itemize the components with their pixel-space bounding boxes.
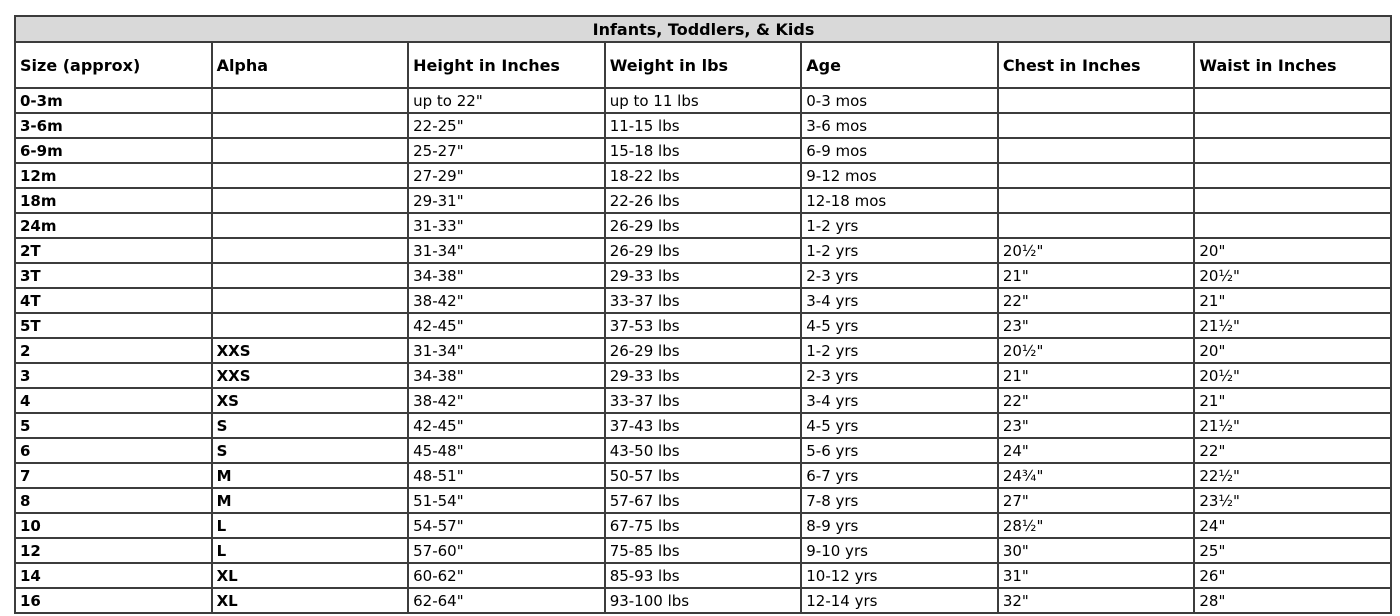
table-cell [212, 263, 409, 288]
table-row [15, 463, 1391, 488]
table-cell [998, 163, 1195, 188]
table-cell: 24¾" [998, 463, 1195, 488]
table-cell: 4-5 yrs [801, 413, 998, 438]
table-cell: XXS [212, 363, 409, 388]
column-header: Size (approx) [15, 42, 212, 88]
table-row [15, 113, 1391, 138]
table-cell: 23½" [1194, 488, 1391, 513]
table-cell: XL [212, 563, 409, 588]
table-cell: 16 [15, 588, 212, 613]
table-cell: 21" [1194, 388, 1391, 413]
table-cell: 12 [15, 538, 212, 563]
table-cell [212, 288, 409, 313]
table-cell: 9-10 yrs [801, 538, 998, 563]
table-cell: S [212, 438, 409, 463]
table-row [15, 288, 1391, 313]
column-header: Chest in Inches [998, 42, 1195, 88]
table-row [15, 263, 1391, 288]
table-cell: 29-33 lbs [605, 363, 802, 388]
table-cell: 28" [1194, 588, 1391, 613]
table-cell: 20½" [998, 238, 1195, 263]
table-cell: 21½" [1194, 413, 1391, 438]
table-cell: 2 [15, 338, 212, 363]
table-cell: 28½" [998, 513, 1195, 538]
table-row [15, 363, 1391, 388]
table-cell: 7 [15, 463, 212, 488]
table-cell: 7-8 yrs [801, 488, 998, 513]
column-header: Waist in Inches [1194, 42, 1391, 88]
table-row [15, 138, 1391, 163]
table-cell [212, 238, 409, 263]
table-cell: 22" [998, 288, 1195, 313]
table-cell: 75-85 lbs [605, 538, 802, 563]
table-cell [212, 163, 409, 188]
table-cell: 4-5 yrs [801, 313, 998, 338]
table-cell [1194, 138, 1391, 163]
table-cell: 21" [998, 263, 1195, 288]
table-cell: 50-57 lbs [605, 463, 802, 488]
table-cell: L [212, 513, 409, 538]
table-cell: 30" [998, 538, 1195, 563]
table-cell: 3-6m [15, 113, 212, 138]
table-cell: 51-54" [408, 488, 605, 513]
table-cell [212, 88, 409, 113]
table-cell: 1-2 yrs [801, 213, 998, 238]
title-row [15, 16, 1391, 42]
table-cell: 10 [15, 513, 212, 538]
table-cell: 10-12 yrs [801, 563, 998, 588]
table-cell: 27" [998, 488, 1195, 513]
table-cell: 6-9m [15, 138, 212, 163]
table-cell: 27-29" [408, 163, 605, 188]
table-cell: XS [212, 388, 409, 413]
table-cell: 26" [1194, 563, 1391, 588]
table-cell: 38-42" [408, 288, 605, 313]
table-cell: 8 [15, 488, 212, 513]
table-row [15, 488, 1391, 513]
table-body [15, 88, 1391, 613]
table-cell: up to 22" [408, 88, 605, 113]
header-row [15, 42, 1391, 88]
table-cell: 26-29 lbs [605, 238, 802, 263]
table-cell [212, 188, 409, 213]
table-cell: 12-18 mos [801, 188, 998, 213]
table-cell: 29-31" [408, 188, 605, 213]
table-cell: 20½" [1194, 263, 1391, 288]
table-cell: 85-93 lbs [605, 563, 802, 588]
table-cell: 60-62" [408, 563, 605, 588]
table-cell: 38-42" [408, 388, 605, 413]
table-cell: 42-45" [408, 313, 605, 338]
column-header: Alpha [212, 42, 409, 88]
table-cell [998, 138, 1195, 163]
table-cell: 5-6 yrs [801, 438, 998, 463]
table-cell: M [212, 463, 409, 488]
table-cell: 21" [1194, 288, 1391, 313]
table-cell: 0-3 mos [801, 88, 998, 113]
table-cell [1194, 88, 1391, 113]
table-cell: 18m [15, 188, 212, 213]
table-cell [212, 113, 409, 138]
table-cell: 1-2 yrs [801, 238, 998, 263]
table-cell: 6-9 mos [801, 138, 998, 163]
table-cell [212, 213, 409, 238]
table-row [15, 413, 1391, 438]
table-cell: 20½" [1194, 363, 1391, 388]
table-cell: up to 11 lbs [605, 88, 802, 113]
table-cell [212, 138, 409, 163]
table-row [15, 563, 1391, 588]
table-cell: 6-7 yrs [801, 463, 998, 488]
table-cell: 25" [1194, 538, 1391, 563]
table-cell [998, 188, 1195, 213]
table-cell: 22-26 lbs [605, 188, 802, 213]
table-cell: 4 [15, 388, 212, 413]
table-cell: 25-27" [408, 138, 605, 163]
table-row [15, 513, 1391, 538]
table-cell: 43-50 lbs [605, 438, 802, 463]
table-cell: 24" [998, 438, 1195, 463]
table-row [15, 538, 1391, 563]
table-cell: 3T [15, 263, 212, 288]
table-cell: 57-67 lbs [605, 488, 802, 513]
table-cell: 3-4 yrs [801, 288, 998, 313]
table-cell: 22½" [1194, 463, 1391, 488]
table-cell: 22-25" [408, 113, 605, 138]
table-cell [212, 313, 409, 338]
table-cell: 67-75 lbs [605, 513, 802, 538]
table-row [15, 438, 1391, 463]
table-cell: 24" [1194, 513, 1391, 538]
table-cell: 8-9 yrs [801, 513, 998, 538]
table-cell: 14 [15, 563, 212, 588]
table-row [15, 163, 1391, 188]
table-cell [1194, 213, 1391, 238]
table-cell: 54-57" [408, 513, 605, 538]
table-cell: 31" [998, 563, 1195, 588]
table-cell: S [212, 413, 409, 438]
table-cell: 23" [998, 413, 1195, 438]
table-cell: 57-60" [408, 538, 605, 563]
table-cell: 62-64" [408, 588, 605, 613]
table-cell: 21" [998, 363, 1195, 388]
table-cell: 4T [15, 288, 212, 313]
table-cell: 12m [15, 163, 212, 188]
table-cell: 3 [15, 363, 212, 388]
table-row [15, 313, 1391, 338]
table-row [15, 88, 1391, 113]
table-cell: 2-3 yrs [801, 263, 998, 288]
table-cell: 24m [15, 213, 212, 238]
table-cell [998, 113, 1195, 138]
table-cell [1194, 113, 1391, 138]
column-header: Height in Inches [408, 42, 605, 88]
table-cell: 15-18 lbs [605, 138, 802, 163]
table-cell: 12-14 yrs [801, 588, 998, 613]
table-cell: 33-37 lbs [605, 288, 802, 313]
table-cell: 9-12 mos [801, 163, 998, 188]
table-cell: 6 [15, 438, 212, 463]
table-cell: 37-43 lbs [605, 413, 802, 438]
column-header: Age [801, 42, 998, 88]
table-row [15, 388, 1391, 413]
table-cell: L [212, 538, 409, 563]
table-cell: 5 [15, 413, 212, 438]
column-header: Weight in lbs [605, 42, 802, 88]
table-title: Infants, Toddlers, & Kids [15, 16, 1391, 42]
table-cell: XXS [212, 338, 409, 363]
table-cell: 21½" [1194, 313, 1391, 338]
table-cell: 5T [15, 313, 212, 338]
table-cell: 37-53 lbs [605, 313, 802, 338]
table-cell: 22" [998, 388, 1195, 413]
table-cell [998, 88, 1195, 113]
table-cell [1194, 188, 1391, 213]
table-cell: 93-100 lbs [605, 588, 802, 613]
table-cell: 45-48" [408, 438, 605, 463]
table-cell: 11-15 lbs [605, 113, 802, 138]
size-chart-table [14, 15, 1392, 614]
table-cell: 34-38" [408, 263, 605, 288]
table-cell: 33-37 lbs [605, 388, 802, 413]
table-cell: 3-4 yrs [801, 388, 998, 413]
table-cell: 32" [998, 588, 1195, 613]
table-cell: 31-34" [408, 338, 605, 363]
table-cell: 2T [15, 238, 212, 263]
table-cell [1194, 163, 1391, 188]
table-cell: 26-29 lbs [605, 338, 802, 363]
table-cell: 0-3m [15, 88, 212, 113]
table-row [15, 188, 1391, 213]
table-row [15, 213, 1391, 238]
table-row [15, 588, 1391, 613]
table-cell: 22" [1194, 438, 1391, 463]
table-cell: 20" [1194, 238, 1391, 263]
table-cell: 18-22 lbs [605, 163, 802, 188]
table-cell [998, 213, 1195, 238]
table-cell: 29-33 lbs [605, 263, 802, 288]
table-cell: 2-3 yrs [801, 363, 998, 388]
table-cell: 1-2 yrs [801, 338, 998, 363]
table-cell: 31-33" [408, 213, 605, 238]
table-cell: 23" [998, 313, 1195, 338]
table-cell: 34-38" [408, 363, 605, 388]
table-row [15, 338, 1391, 363]
table-row [15, 238, 1391, 263]
table-cell: 48-51" [408, 463, 605, 488]
table-cell: 42-45" [408, 413, 605, 438]
table-cell: 20" [1194, 338, 1391, 363]
table-cell: 26-29 lbs [605, 213, 802, 238]
table-cell: XL [212, 588, 409, 613]
table-cell: 20½" [998, 338, 1195, 363]
table-cell: 3-6 mos [801, 113, 998, 138]
table-cell: M [212, 488, 409, 513]
table-cell: 31-34" [408, 238, 605, 263]
